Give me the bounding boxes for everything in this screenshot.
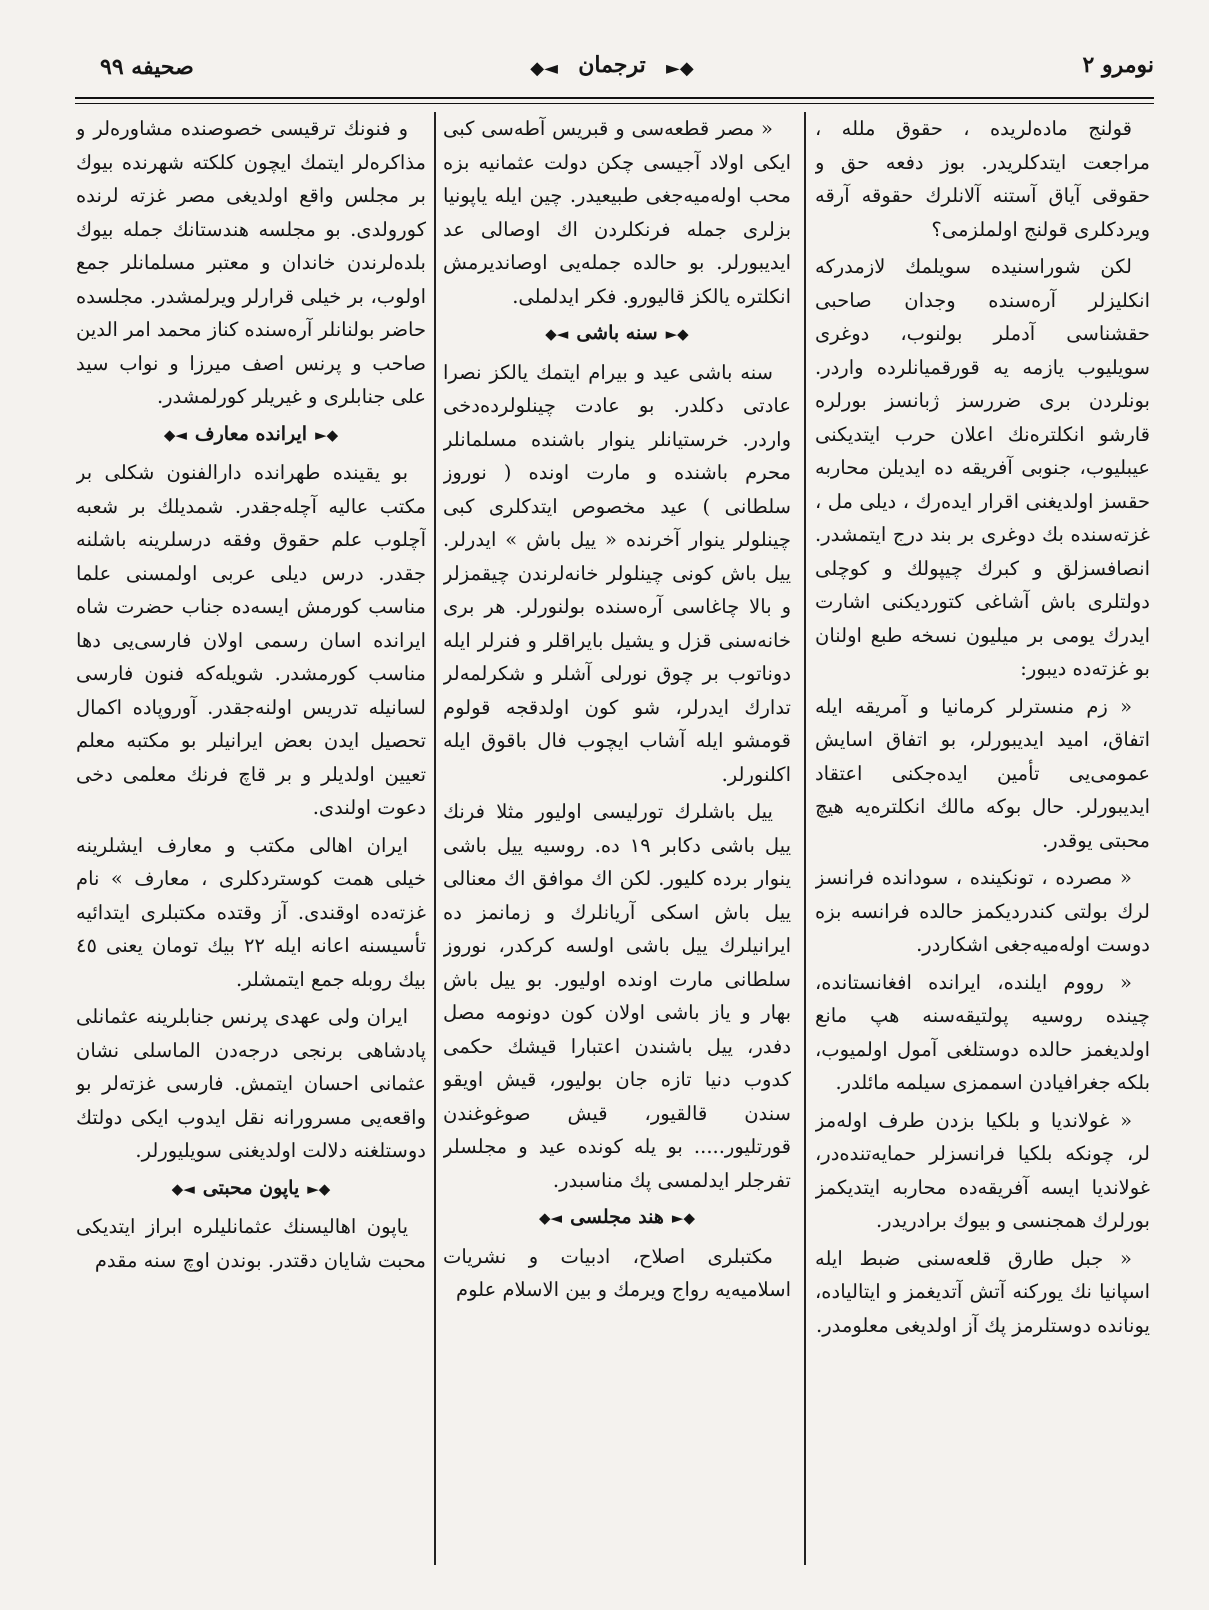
article-paragraph: لکن شوراسنیده سویلمك لازمدرکه انکلیزلر آره‌سنده وجدان صاحبی حقشناسی آدملر بولنوب، دوغری سویلیوب یازمه یه قورقمیانلرده واردر. بونلردن بری ضررسز ژبانسز بورلره قارشو انکلتره‌نك اعلان حرب ایتدیکنی عیبلیوب، جنوبی آفریقه ده ایدیلن محاربه حقسز اولدیغنی اقرار ایده‌رك ، دیلی مل ، غزته‌سنده بك دوغری بر بند درج ایتمشدر. انصافسزلق و کبرك چیپولك و کوچلی دولتلری باش آشاغی کتوردیکنی اشارت ایدرك یومی بر میلیون نسخه طبع اولنان بو غزته‌ده دیبور: — [815, 255, 1150, 680]
article-paragraph: و فنونك ترقیسی خصوصنده مشاوره‌لر و مذاکره‌لر ایتمك ایچون کلکته شهرنده بیوك بر مجلس واقع اولدیغی مصر غزته لرنده کورولدی. بو مجلسه هندستانك جمله بیوك بلده‌لرندن خاندان و معتبر مسلمانلر جمع اولوب، بر خیلی قرارلر ویرلمشدر. مجلسده حاضر بولنانلر آره‌سنده کناز محمد امر الدین صاحب و پرنس اصف میرزا و نواب سید علی جنابلری و غیریلر کورلمشدر. — [76, 117, 426, 408]
article-paragraph: « مصرده ، تونکینده ، سوداندە فرانسز لرك بولتی کندردیکمز حالده فرانسه بزه دوست اوله‌میه‌جغی اشکاردر. — [815, 866, 1150, 956]
section-heading — [76, 1172, 426, 1207]
section-heading — [443, 317, 791, 352]
title-text: ترجمان — [578, 52, 646, 78]
article-paragraph: ییل باشلرك تورلیسی اولیور مثلا فرنك ییل باشی دکابر ۱۹ ده. روسیه ییل باشی ینوار برده کلیور. لکن اك موافق اك معنالی ییل باش اسکی آریانلرك و زمانمز ده ایرانیلرك ییل باشی اولسه کرکدر، نوروز سلطانی مارت اونده اولیور. بو ییل باش بهار و یاز باشی اولان کون دونومه مصل دفدر، ییل باشندن اعتبارا قیشك حکمی کدوب دنیا تازه جان بولیور، قیش اویقو سندن قالقیور، قیش صوغوغندن قورتلیور..... بو یله کونده عید و مجلسلر تفرجلر ایدلمسی پك مناسبدر. — [443, 800, 791, 1192]
article-paragraph: ایران اهالی مکتب و معارف ایشلرینه خیلی همت کوستردکلری ، معارف » نام غزته‌ده اوقندی. آز وقتده مکتبلری ایتدائیه تأسیسنه اعانه ایله ۲۲ بیك تومان یعنی ٤٥ بیك روبله جمع ایتمشلر. — [76, 833, 426, 991]
section-heading — [76, 418, 426, 453]
column-right — [815, 112, 1150, 1570]
article-paragraph: مکتبلری اصلاح، ادبیات و نشریات اسلامیه‌یه رواج ویرمك و بین الاسلام علوم — [443, 1244, 791, 1301]
section-heading-text: ایرانده معارف — [194, 422, 308, 445]
article-paragraph: یاپون اهالیسنك عثمانلیلره ابراز ایتدیکی محبت شایان دقتدر. بوندن اوچ سنه مقدم — [76, 1215, 426, 1272]
heading-ornament-icon: ◆► — [315, 425, 339, 444]
heading-ornament-icon: ◄◆ — [545, 325, 569, 343]
page-header — [70, 48, 1154, 92]
heading-ornament-icon: ◄◆ — [538, 1209, 563, 1227]
header-rule — [75, 97, 1154, 99]
ornament-left-icon: ◄◆ — [530, 58, 558, 79]
column-divider — [434, 112, 436, 1565]
column-middle — [443, 112, 791, 1570]
heading-ornament-icon: ◄◆ — [163, 425, 187, 444]
article-paragraph: « مصر قطعه‌سی و قبریس آطه‌سی کبی ایکی اولاد آجیسی چکن دولت عثمانیه بزه محب اوله‌میه‌جغی طبیعیدر. چین ایله یاپونیا بزلری جمله فرنکلردن اك اوصالی عد ایدیبورلر. بو حالده جمله‌یی اوصاندیرمش انکلتره یالکز قالیورو. فکر ایدلملی. — [443, 117, 791, 308]
article-paragraph: ایران ولی عهدی پرنس جنابلرینه عثمانلی پادشاهی برنجی درجه‌دن الماسلی نشان عثمانی احسان ایتمش. فارسی غزته‌لر بو واقعه‌یی مسرورانه نقل ایدوب ایکی دولتك دوستلغنه دلالت اولدیغنی سویلیورلر. — [76, 1005, 426, 1162]
section-heading-text: یاپون محبتی — [202, 1176, 300, 1199]
column-left — [76, 112, 426, 1570]
heading-ornament-icon: ◆► — [671, 1209, 695, 1227]
ornament-right-icon: ◆► — [666, 58, 694, 79]
article-paragraph: بو یقینده طهرانده دارالفنون شکلی بر مکتب عالیه آچله‌جقدر. شمدیلك بر شعبه آچلوب علم حقوق وفقه درسلرینه باشلنه جقدر. درس دیلی عربی اولمسنی علما مناسب کورمش ایسه‌ده جناب حضرت شاه ایرانده اسان رسمی اولان فارسی‌یی دها مناسب کورمشدر. شویله‌که فنون فارسی لسانیله تدریس اولنه‌جقدر. آوروپاده اکمال تحصیل ایدن بعض ایرانیلر بو مکتبه معلم تعیین اولدیلر و بر قاچ فرنك معلمی دخی دعوت اولندی. — [76, 461, 426, 819]
article-paragraph: « زم منسترلر کرمانیا و آمریقه ایله اتفاق، امید ایدیبورلر، بو اتفاق اسایش عمومی‌یی تأمین ایده‌جکنی اعتقاد ایدیبورلر. حال بوکه مالك انکلتره‌یه هیچ محبتی یوقدر. — [815, 694, 1150, 852]
article-paragraph: « جبل طارق قلعه‌سنی ضبط ایله اسپانیا نك یورکنه آتش آتدیغمز و ایتالیاده، یونانده دوستلرمز پك آز اولدیغی معلومدر. — [815, 1246, 1150, 1337]
header-rule-thin — [75, 103, 1154, 104]
article-paragraph: « غولاندیا و بلکیا بزدن طرف اوله‌مز لر، چونکه بلکیا فرانسزلر حمایه‌تنده‌در، غولاندیا ایسه آفریقه‌ده محاربه ایتدیکمز بورلرك همجنسی و بیوك برادریدر. — [815, 1108, 1150, 1232]
heading-ornament-icon: ◆► — [665, 325, 689, 343]
section-heading — [443, 1201, 791, 1236]
heading-ornament-icon: ◆► — [307, 1179, 331, 1198]
article-paragraph: سنه باشی عید و بیرام ایتمك یالکز نصرا عادتی دکلدر. بو عادت چینلولرده‌دخی واردر. خرستیانلر ینوار باشنده مسلمانلر محرم باشنده و مارت اونده ( نوروز سلطانی ) عید مخصوص ایتدکلری کبی چینلولر ینوار آخرنده « ییل باش » ایدرلر. ییل باش کونی چینلولر خانه‌لرندن چیقمزلر و بالا چاغاسی آره‌سنده بولنورلر. هر بری خانه‌سنی قزل و یشیل بایراقلر و فنرلر ایله دوناتوب بر چوق نورلی آشلر و شکرلمه‌لر تدارك ایدرلر، شو کون اولدقجه قولوم قومشو ایله آشاب ایچوب فال باقوق ایله اکلنورلر. — [443, 360, 791, 786]
heading-ornament-icon: ◄◆ — [171, 1179, 195, 1198]
issue-number: نومرو ۲ — [1082, 52, 1154, 78]
section-heading-text: سنه باشی — [576, 322, 658, 344]
newspaper-title — [530, 52, 693, 78]
article-paragraph: قولنج ماده‌لریده ، حقوق ملله ، مراجعت ایتدکلریدر. بوز دفعه حق و حقوقی آیاق آستنه آلانلرك حقوقه آرقه ویردکلری قولنج اولملزمی؟ — [815, 117, 1150, 241]
column-divider — [804, 112, 806, 1565]
section-heading-text: هند مجلسی — [570, 1206, 664, 1228]
article-paragraph: « رووم ایلنده، ایرانده افغانستانده، چینده روسیه پولتیقه‌سنه هپ مانع اولدیغمز حالده دوستلغی آمول اولمیوب، بلکه جغرافیادن اسممزی سیلمه مائلدر. — [815, 970, 1150, 1094]
page-number: صحیفه ۹۹ — [100, 54, 194, 80]
